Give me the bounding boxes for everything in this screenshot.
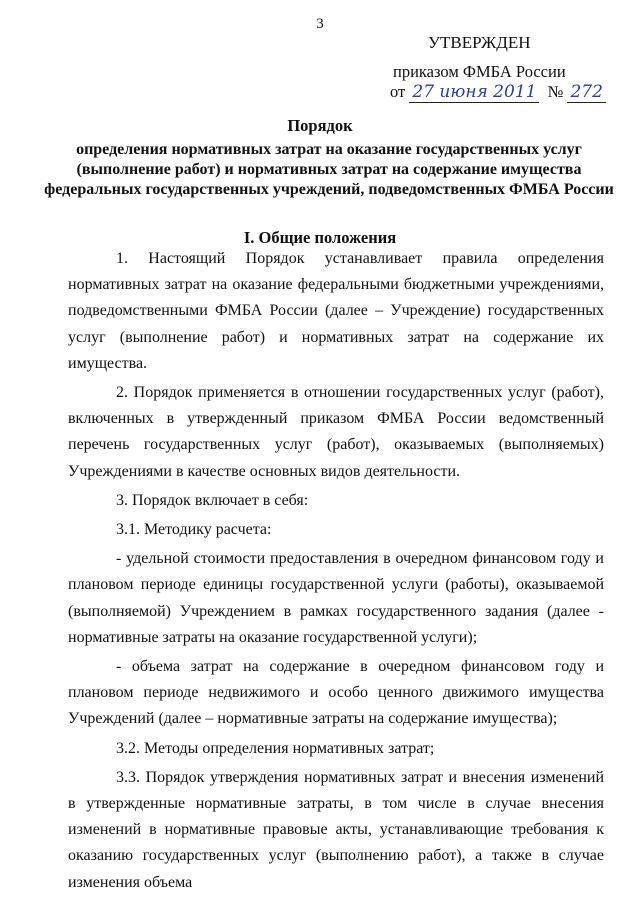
paragraph: 3.2. Методы определения нормативных затрат;	[116, 739, 435, 757]
handwritten-number: 272	[567, 82, 605, 103]
section-heading: I. Общие положения	[243, 228, 397, 247]
paragraph: - удельной стоимости предоставления в очередном финансовом году и плановом периоде единицы государственной услуги (работы), оказываемой (выполняемой) Учреждением в рамках государственного задания (далее - нормативные затраты на оказание государственной услуги);	[68, 550, 604, 646]
paragraph: 3.1. Методику расчета:	[116, 521, 272, 539]
page-number: 3	[316, 16, 324, 32]
paragraph: 2. Порядок применяется в отношении государственных услуг (работ), включенных в утвержденный приказом ФМБА России ведомственный перечень государственных услуг (работ), оказываемых (выполняемых) Учреждениями в качестве основных видов деятельности.	[68, 384, 604, 480]
document-body	[68, 246, 604, 896]
paragraph: 3. Порядок включает в себя:	[116, 491, 309, 509]
approval-order-line: приказом ФМБА России	[393, 62, 566, 81]
number-label: №	[547, 82, 564, 101]
approval-stamp-title: УТВЕРЖДЕН	[428, 33, 531, 52]
from-label: от	[390, 82, 406, 101]
handwritten-date: 27 июня 2011	[409, 82, 539, 103]
paragraph: 3.3. Порядок утверждения нормативных затрат и внесения изменений в утвержденные нормативные затраты, в том числе в случае внесения изменений в нормативные правовые акты, устанавливающие требования к оказанию государственных услуг (выполнению работ), а также в случае изменения объема	[68, 768, 604, 891]
paragraph: - объема затрат на содержание в очередном финансовом году и плановом периоде недвижимого и особо ценного движимого имущества Учреждений (далее – нормативные затраты на содержание имущества);	[68, 658, 604, 728]
document-subtitle: определения нормативных затрат на оказание государственных услуг (выполнение работ) и нормативных затрат на содержание имущества федеральных государственных учреждений, подведомственных ФМБА России	[44, 141, 614, 198]
paragraph: 1. Настоящий Порядок устанавливает правила определения нормативных затрат на оказание федеральными бюджетными учреждениями, подведомственными ФМБА России (далее – Учреждение) государственных услуг (выполнение работ) и нормативных затрат на содержание их имущества.	[68, 250, 604, 372]
document-title: Порядок	[287, 116, 353, 135]
approval-date-line	[390, 82, 606, 103]
